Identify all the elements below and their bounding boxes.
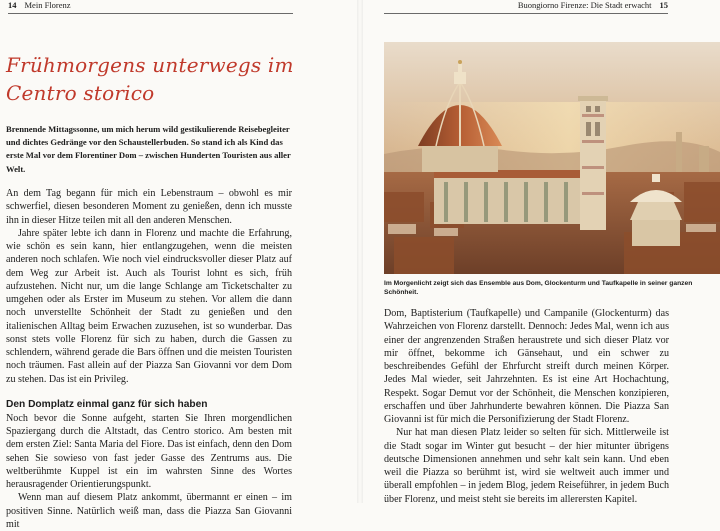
section-subheading: Den Domplatz einmal ganz für sich haben	[6, 398, 208, 410]
left-body-text	[6, 187, 292, 531]
body-paragraph: Dom, Baptisterium (Taufkapelle) und Campanile (Glockenturm) das Wahrzeichen von Florenz darstellt. Dennoch: Jedes Mal, wenn ich aus einer der angrenzenden Straßen heraustrete und sich dieser Platz vor mir öffnet, bekomme ich Gänsehaut, und ein schwer zu beschreibendes Gefühl der Ehrfurcht streift durch meinen Körper. Jedes Mal wieder, seit Jahrzehnten. Es ist eine Art Hochachtung, Respekt. Sogar Demut vor der Schönheit, die Menschen konzipieren, erschaffen und über Jahrhunderte bewahren können. Die Piazza San Giovanni ist für mich die Personifizierung der Stadt Florenz.	[384, 308, 669, 425]
lead-paragraph: Brennende Mittagssonne, um mich herum wild gestikulierende Reisebegleiter und dichtes Gedränge vor den Schaustellerbuden. So stand ich als Kind das erste Mal vor dem Florentiner Dom – zwischen Hunderten Touristen aus aller Welt.	[6, 124, 291, 174]
giotto-campanile	[578, 96, 608, 230]
body-paragraph: Jahre später lebte ich dann in Florenz und machte die Erfahrung, wie schön es sein kann, hier entlangzugehen, wenn die meisten anderen noch schlafen. Wie noch viel eindrucksvoller dieser Platz auf dem Weg zur Arbeit ist. Auch als Tourist lohnt es sich, früh aufzustehen. Nicht nur, um die lange Schlange am Ticketschalter zu umgehen oder als Erster im Museum zu stehen. Vor allem die dann noch unverstellte Schönheit der Stadt zu genießen und den italienischen Alltag beim Erwachen zuzusehen, ist so wunderbar. Das sonst stets volle Florenz für sich zu haben, durch die Gassen zu schlendern, während gerade die Bars öffnen und die meisten Touristen noch träumen. Fast allein auf der Piazza San Giovanni vor dem Dom zu stehen. Das ist ein Privileg.	[6, 227, 292, 385]
left-running-head	[8, 0, 293, 14]
right-running-head	[384, 0, 668, 14]
florence-cathedral-photo	[384, 42, 720, 274]
chapter-title: Frühmorgens unterwegs im Centro storico	[6, 53, 294, 105]
body-paragraph: An dem Tag begann für mich ein Lebenstraum – obwohl es mir schwerfiel, diesen besonderen Moment zu genießen, denn ich musste ihn in dieser Hitze teilen mit all den anderen Menschen.	[6, 188, 292, 226]
cathedral-nave	[434, 170, 604, 224]
left-page-number: 14	[8, 0, 17, 10]
body-paragraph: Wenn man auf diesem Platz ankommt, übermannt er einen – im positiven Sinne. Natürlich weiß man, dass die Piazza San Giovanni mit	[6, 492, 292, 530]
body-paragraph: Nur hat man diesen Platz leider so selten für sich. Mittlerweile ist die Stadt sogar im Winter gut besucht – der hier mitunter übrigens deutsche Dimensionen annehmen und sehr kalt sein kann. Und eben weil die Piazza so berühmt ist, wird sie weltweit auch immer und überall empfohlen – in jedem Blog, jedem Reiseführer, in jedem Buch über Florenz, und meist steht sie bereits im allerersten Kapitel.	[384, 427, 669, 505]
left-running-title: Mein Florenz	[24, 0, 71, 10]
right-page-number: 15	[659, 0, 668, 10]
right-body-text	[384, 307, 669, 506]
body-paragraph: Noch bevor die Sonne aufgeht, starten Sie Ihren morgendlichen Spaziergang durch die Altstadt, das Centro storico. Am besten mit dem ersten Ziel: Santa Maria del Fiore. Das ist einfach, denn den Dom sehen Sie sowieso von fast jeder Gasse des Zentrums aus. Die weltberühmte Kuppel ist ein im wahrsten Sinne des Wortes herausragender Orientierungspunkt.	[6, 412, 292, 490]
right-running-title: Buongiorno Firenze: Die Stadt erwacht	[517, 0, 652, 10]
right-page	[360, 0, 720, 503]
photo-caption: Im Morgenlicht zeigt sich das Ensemble aus Dom, Glockenturm und Taufkapelle in seiner ganzen Schönheit.	[384, 280, 693, 297]
left-page	[0, 0, 360, 530]
